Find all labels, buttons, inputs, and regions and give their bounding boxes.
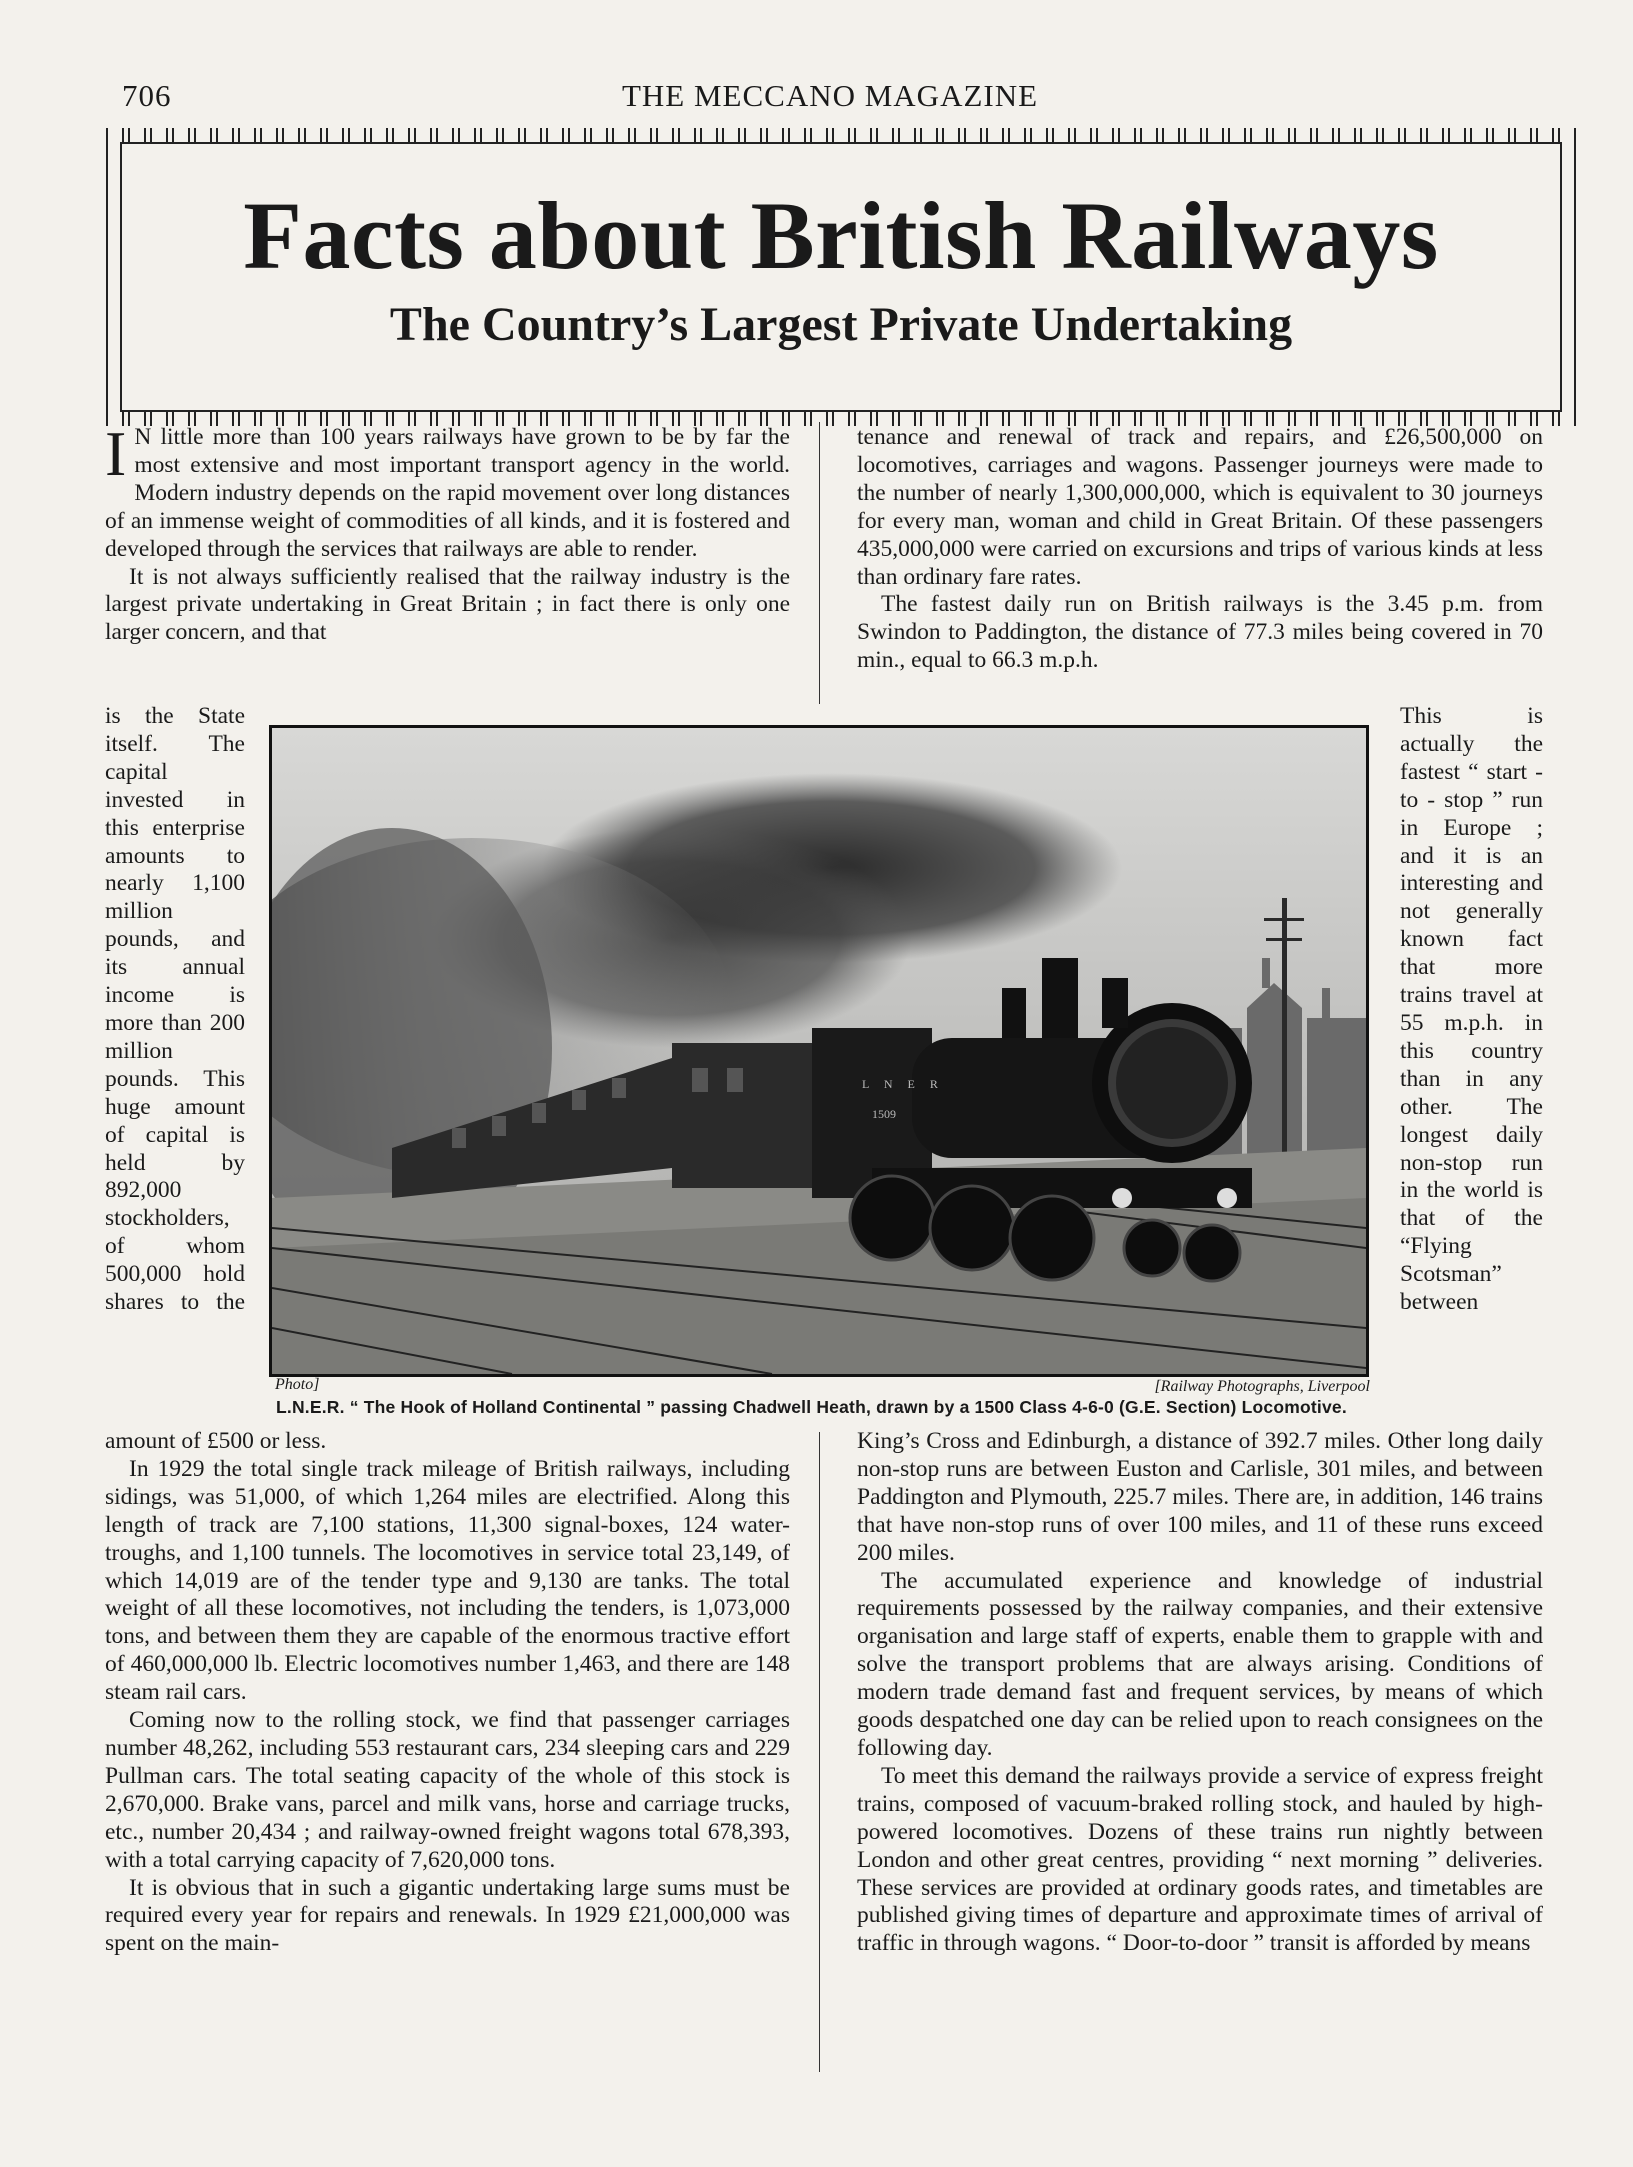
train-illustration bbox=[272, 728, 1366, 1374]
page-number: 706 bbox=[122, 78, 172, 113]
column-rule-bottom bbox=[819, 1432, 820, 2072]
paragraph: To meet this demand the railways provide a service of express freight trains, composed of vacuum-braked rolling stock, and hauled by high-powered locomotives. Dozens of these trains run nightly between London and other great centres, providing “ next morning ” deliveries. These services are provided at ordinary goods rates, and timetables are published giving times of departure and approximate times of arrival of traffic in through wagons. “ Door-to-door ” transit is afforded by means bbox=[857, 1762, 1543, 1957]
right-column-bottom bbox=[857, 1428, 1543, 2068]
locomotive-photo bbox=[269, 725, 1369, 1377]
photo-caption: L.N.E.R. “ The Hook of Holland Continental ” passing Chadwell Heath, drawn by a 1500 Class 4-6-0 (G.E. Section) Locomotive. bbox=[276, 1397, 1347, 1417]
paragraph: It is not always sufficiently realised that the railway industry is the largest private undertaking in Great Britain ; in fact there is only one larger concern, and that bbox=[105, 563, 790, 646]
drop-cap: I bbox=[105, 424, 127, 489]
loco-lettering: L N E R bbox=[862, 1077, 944, 1091]
article-title: Facts about British Railways bbox=[243, 182, 1439, 289]
left-column-bottom bbox=[105, 1428, 790, 2068]
column-rule-top bbox=[819, 422, 820, 704]
paragraph: is the State itself. The capital invested in this enterprise amounts to nearly 1,100 million pounds, and its annual income is more than 200 million pounds. This huge amount of capital is held by 892,000 stockholders, of whom 500,000 hold shares to the bbox=[105, 703, 245, 1316]
left-narrow-column bbox=[105, 703, 245, 1433]
paragraph: amount of £500 or less. bbox=[105, 1428, 327, 1454]
photo-credit-right: [Railway Photographs, Liverpool bbox=[1154, 1378, 1370, 1395]
article-subtitle: The Country’s Largest Private Undertaking bbox=[389, 298, 1293, 351]
paragraph: The fastest daily run on British railways is the 3.45 p.m. from Swindon to Paddington, the distance of 77.3 miles being covered in 70 min., equal to 66.3 m.p.h. bbox=[857, 591, 1543, 674]
magazine-title: THE MECCANO MAGAZINE bbox=[621, 78, 1039, 113]
right-column-top bbox=[857, 424, 1543, 704]
loco-number: 1509 bbox=[872, 1107, 896, 1121]
photo-credit-left: Photo] bbox=[275, 1376, 320, 1393]
paragraph: This is actually the fastest “ start - to - stop ” run in Europe ; and it is an interesting and not generally known fact that more trains travel at 55 m.p.h. in this country than in any other. The longest daily non-stop run in the world is that of the “Flying Scotsman” between bbox=[1400, 703, 1543, 1316]
intro-text: N little more than 100 years railways have grown to be by far the most extensive and most important transport agency in the world. Modern industry depends on the rapid movement over long distances of an immense weight of commodities of all kinds, and it is fostered and developed through the services that railways are able to render. bbox=[105, 424, 790, 562]
intro-paragraph bbox=[105, 424, 790, 564]
left-column-top bbox=[105, 424, 790, 704]
paragraph: In 1929 the total single track mileage of British railways, including sidings, was 51,000, of which 1,264 miles are electrified. Along this length of track are 7,100 stations, 11,300 signal-boxes, 124 water-troughs, and 1,100 tunnels. The locomotives in service total 23,149, of which 14,019 are of the tender type and 9,130 are tanks. The total weight of all these locomotives, not including the tenders, is 1,073,000 tons, and between them they are capable of the enormous tractive effort of 460,000,000 lb. Electric locomotives number 1,463, and there are 148 steam rail cars. bbox=[105, 1455, 790, 1706]
right-narrow-column bbox=[1400, 703, 1543, 1433]
paragraph: It is obvious that in such a gigantic undertaking large sums must be required every year for repairs and renewals. In 1929 £21,000,000 was spent on the main- bbox=[105, 1874, 790, 1957]
paragraph: tenance and renewal of track and repairs, and £26,500,000 on locomotives, carriages and wagons. Passenger journeys were made to the number of nearly 1,300,000,000, which is equivalent to 30 journeys for every man, woman and child in Great Britain. Of these passengers 435,000,000 were carried on excursions and trips of various kinds at less than ordinary fare rates. bbox=[857, 424, 1543, 590]
paragraph: Coming now to the rolling stock, we find that passenger carriages number 48,262, including 553 restaurant cars, 234 sleeping cars and 229 Pullman cars. The total seating capacity of the whole of this stock is 2,670,000. Brake vans, parcel and milk vans, horse and carriage trucks, etc., number 20,434 ; and railway-owned freight wagons total 678,393, with a total carrying capacity of 7,620,000 tons. bbox=[105, 1707, 790, 1873]
paragraph: King’s Cross and Edinburgh, a distance of 392.7 miles. Other long daily non-stop runs are between Euston and Carlisle, 301 miles, and between Paddington and Plymouth, 225.7 miles. There are, in addition, 146 trains that have non-stop runs of over 100 miles, and 11 of these runs exceed 200 miles. bbox=[857, 1428, 1543, 1566]
paragraph: The accumulated experience and knowledge of industrial requirements possessed by the railway companies, and their extensive organisation and large staff of experts, enable them to grapple with and solve the transport problems that are always arising. Conditions of modern trade demand fast and frequent services, by means of which goods despatched one day can be relied upon to reach consignees on the following day. bbox=[857, 1567, 1543, 1761]
